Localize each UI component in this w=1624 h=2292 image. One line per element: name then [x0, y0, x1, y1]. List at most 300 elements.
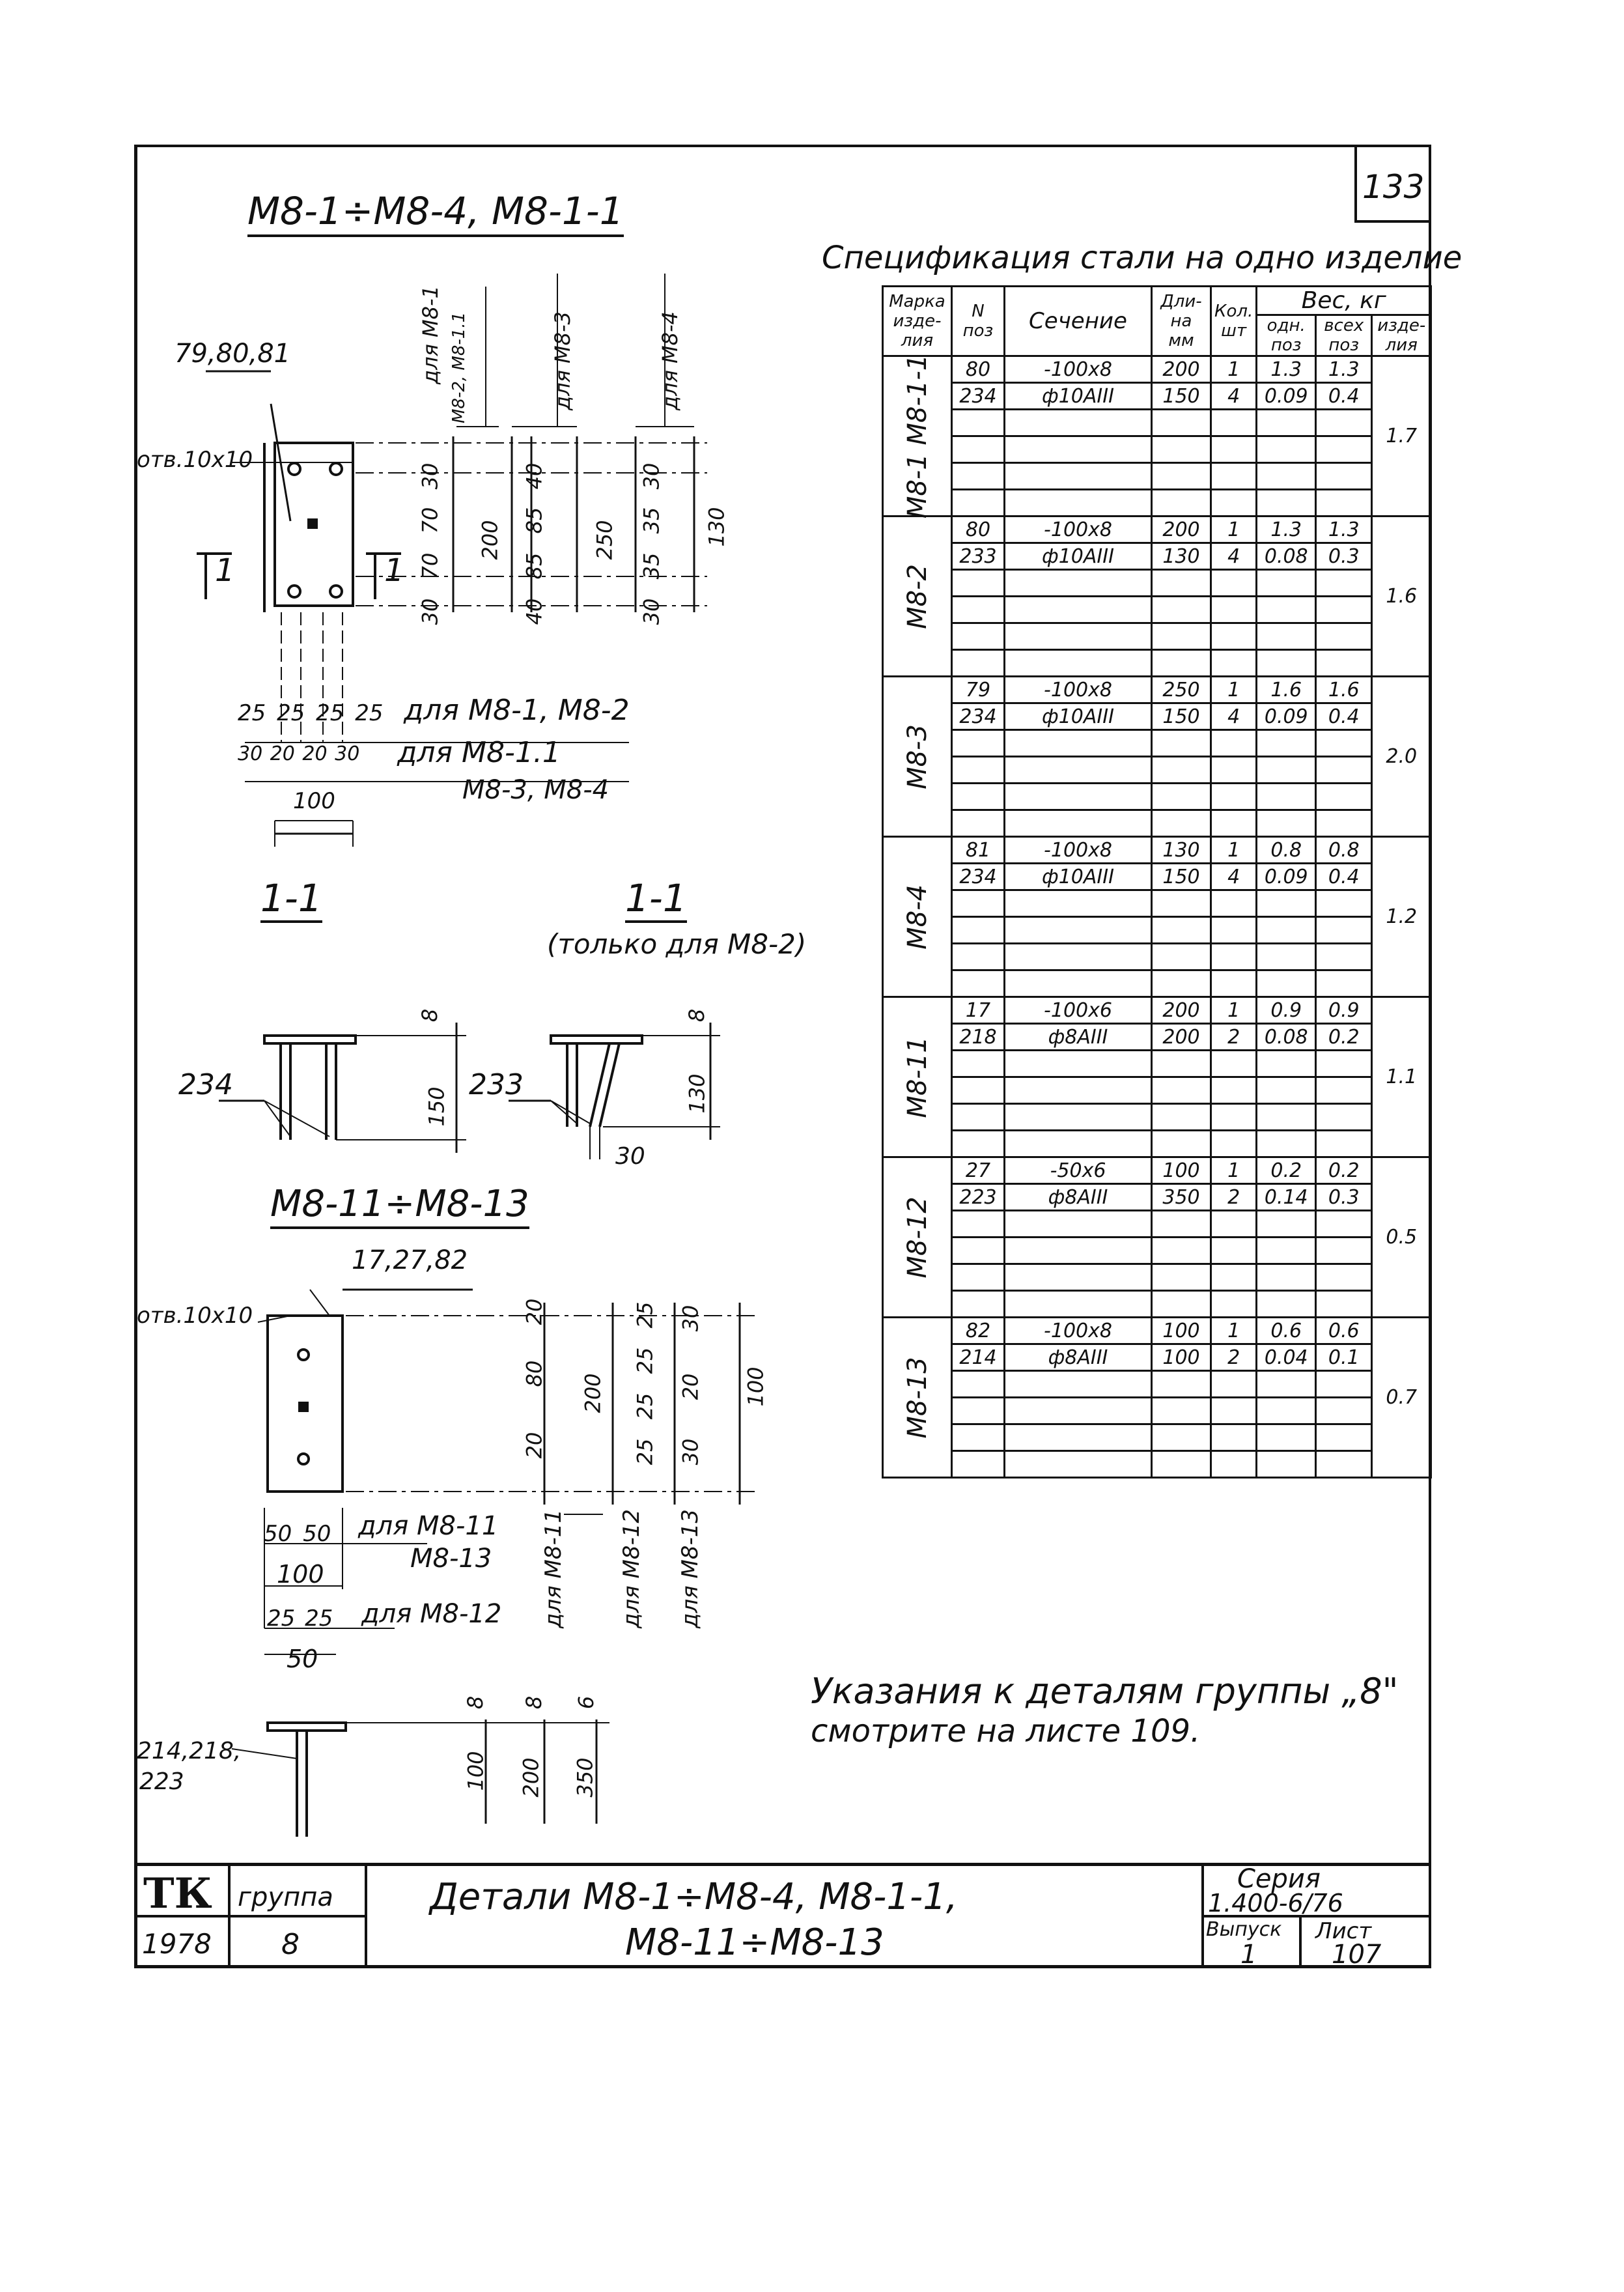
spec-cell-num: 218: [952, 1024, 1005, 1051]
width-row-2-label-b: M8-3, M8-4: [462, 775, 609, 805]
spec-cell-w-all: 1.6: [1316, 677, 1372, 703]
spec-cell-num: 234: [952, 703, 1005, 730]
spec-cell-section: [1005, 1264, 1152, 1291]
spec-cell-section: ф8АIII: [1005, 1024, 1152, 1051]
b-w2-total: 50: [287, 1645, 318, 1673]
spec-item-weight: 1.6: [1372, 516, 1431, 677]
spec-cell-section: [1005, 917, 1152, 944]
spec-cell-length: [1152, 1451, 1211, 1478]
spec-cell-section: ф8АIII: [1005, 1184, 1152, 1211]
spec-mark: M8-4: [902, 884, 932, 950]
hdr-qty: Кол. шт: [1211, 287, 1257, 356]
spec-mark-cell: [883, 677, 952, 837]
spec-cell-qty: [1211, 650, 1257, 677]
spec-cell-section: ф10АIII: [1005, 543, 1152, 570]
spec-row: [883, 650, 1431, 677]
spec-cell-length: 150: [1152, 703, 1211, 730]
b-w1-total: 100: [277, 1560, 324, 1589]
spec-cell-w-all: [1316, 623, 1372, 650]
spec-cell-section: ф10АIII: [1005, 864, 1152, 890]
spec-cell-qty: [1211, 1291, 1257, 1318]
spec-cell-section: [1005, 1424, 1152, 1451]
section-b-title: 1-1: [625, 876, 687, 923]
spec-cell-section: -100x8: [1005, 837, 1152, 864]
section-a-title: 1-1: [260, 876, 322, 923]
spec-cell-w-all: [1316, 1451, 1372, 1478]
spec-cell-qty: 1: [1211, 997, 1257, 1024]
spec-cell-section: -100x8: [1005, 356, 1152, 383]
spec-row: [883, 1211, 1431, 1238]
spec-cell-qty: [1211, 1264, 1257, 1291]
spec-item-weight: 1.2: [1372, 837, 1431, 997]
spec-cell-w-one: 0.09: [1257, 383, 1316, 410]
spec-cell-num: 80: [952, 516, 1005, 543]
spec-cell-qty: [1211, 944, 1257, 970]
spec-cell-length: [1152, 570, 1211, 597]
spec-cell-w-all: [1316, 1371, 1372, 1398]
b-w2: 25 25: [267, 1606, 333, 1632]
spec-cell-section: [1005, 890, 1152, 917]
spec-cell-num: [952, 810, 1005, 837]
spec-cell-length: 150: [1152, 864, 1211, 890]
spec-mark-cell: [883, 1157, 952, 1318]
spec-cell-section: [1005, 623, 1152, 650]
spec-row: [883, 864, 1431, 890]
spec-mark: M8-12: [902, 1196, 932, 1279]
note-line-1: Указания к деталям группы „8": [811, 1671, 1399, 1712]
spec-cell-w-all: 0.3: [1316, 543, 1372, 570]
spec-cell-num: 233: [952, 543, 1005, 570]
rods-bottom-callout: 214,218,: [137, 1738, 242, 1764]
spec-cell-qty: [1211, 490, 1257, 516]
spec-cell-qty: 1: [1211, 677, 1257, 703]
spec-cell-qty: 4: [1211, 864, 1257, 890]
spec-cell-w-all: [1316, 810, 1372, 837]
spec-cell-w-one: [1257, 1131, 1316, 1157]
spec-row: [883, 917, 1431, 944]
spec-cell-section: [1005, 570, 1152, 597]
spec-cell-w-one: 0.08: [1257, 543, 1316, 570]
spec-cell-length: [1152, 1371, 1211, 1398]
spec-cell-length: 150: [1152, 383, 1211, 410]
b-dim-c2: 200: [580, 1373, 606, 1413]
spec-row: [883, 730, 1431, 757]
spec-cell-length: 130: [1152, 543, 1211, 570]
spec-cell-length: [1152, 1264, 1211, 1291]
dim-c3-3: 40: [522, 598, 547, 625]
spec-cell-qty: [1211, 890, 1257, 917]
spec-cell-w-one: 0.04: [1257, 1344, 1316, 1371]
b-label-m812: для M8-12: [619, 1509, 645, 1628]
hdr-length: Дли-на мм: [1152, 287, 1211, 356]
spec-cell-w-one: [1257, 917, 1316, 944]
spec-cell-w-all: [1316, 970, 1372, 997]
spec-cell-section: [1005, 650, 1152, 677]
spec-cell-w-all: 0.4: [1316, 703, 1372, 730]
dim-label-m83: для M8-3: [550, 311, 575, 410]
spec-row: [883, 570, 1431, 597]
spec-cell-w-all: [1316, 1238, 1372, 1264]
spec-cell-w-one: [1257, 623, 1316, 650]
note-line-2: смотрите на листе 109.: [811, 1713, 1201, 1749]
spec-cell-length: [1152, 463, 1211, 490]
spec-row: [883, 677, 1431, 703]
spec-cell-w-all: 0.4: [1316, 864, 1372, 890]
spec-row: [883, 1424, 1431, 1451]
dim-label-m81: для M8-1: [418, 285, 443, 384]
spec-cell-num: [952, 1077, 1005, 1104]
spec-cell-num: [952, 1398, 1005, 1424]
hdr-num: N поз: [952, 287, 1005, 356]
spec-row: [883, 944, 1431, 970]
b-dim-c4-1: 20: [678, 1373, 703, 1400]
b-dim-c1-2: 20: [522, 1432, 547, 1459]
spec-cell-w-one: 1.6: [1257, 677, 1316, 703]
b-w1: 50 50: [264, 1521, 331, 1547]
spec-cell-w-one: [1257, 1264, 1316, 1291]
spec-cell-num: [952, 1238, 1005, 1264]
spec-row: [883, 490, 1431, 516]
spec-cell-length: 100: [1152, 1157, 1211, 1184]
spec-cell-w-all: [1316, 730, 1372, 757]
spec-cell-w-all: [1316, 757, 1372, 784]
spec-cell-length: [1152, 597, 1211, 623]
spec-cell-qty: [1211, 1211, 1257, 1238]
spec-cell-length: [1152, 623, 1211, 650]
spec-cell-section: [1005, 490, 1152, 516]
spec-cell-length: [1152, 436, 1211, 463]
spec-cell-w-one: 0.14: [1257, 1184, 1316, 1211]
spec-cell-section: [1005, 757, 1152, 784]
spec-row: [883, 890, 1431, 917]
spec-cell-section: ф8АIII: [1005, 1344, 1152, 1371]
spec-cell-w-one: [1257, 1211, 1316, 1238]
dim-c1-3: 30: [417, 598, 443, 625]
spec-cell-num: [952, 623, 1005, 650]
spec-cell-w-one: [1257, 890, 1316, 917]
tb-group-label: группа: [238, 1882, 333, 1912]
spec-cell-w-all: [1316, 1077, 1372, 1104]
spec-cell-w-all: 0.1: [1316, 1344, 1372, 1371]
width-row-1-label: для M8-1, M8-2: [404, 694, 630, 727]
spec-cell-section: -100x6: [1005, 997, 1152, 1024]
spec-cell-qty: 2: [1211, 1344, 1257, 1371]
spec-cell-w-all: [1316, 410, 1372, 436]
spec-cell-w-one: [1257, 410, 1316, 436]
spec-row: [883, 1451, 1431, 1478]
hdr-section: Сечение: [1005, 287, 1152, 356]
spec-cell-qty: 1: [1211, 1157, 1257, 1184]
spec-cell-qty: [1211, 730, 1257, 757]
spec-cell-w-one: [1257, 436, 1316, 463]
spec-item-weight: 1.1: [1372, 997, 1431, 1157]
spec-mark: M8-2: [902, 563, 932, 629]
spec-cell-num: [952, 890, 1005, 917]
spec-cell-w-all: [1316, 490, 1372, 516]
spec-row: [883, 837, 1431, 864]
spec-cell-qty: [1211, 1424, 1257, 1451]
spec-cell-qty: 4: [1211, 383, 1257, 410]
width-row-1: 25 25 25 25: [238, 700, 384, 726]
dim-c3-2: 85: [522, 552, 547, 580]
spec-table: [882, 285, 1432, 1478]
spec-cell-section: [1005, 1051, 1152, 1077]
spec-cell-num: [952, 490, 1005, 516]
sec-b-thk: 8: [684, 1008, 710, 1023]
spec-cell-qty: 2: [1211, 1184, 1257, 1211]
spec-cell-w-one: 0.08: [1257, 1024, 1316, 1051]
spec-cell-section: -50x6: [1005, 1157, 1152, 1184]
dim-c1-1: 70: [417, 507, 443, 534]
spec-row: [883, 436, 1431, 463]
spec-cell-num: [952, 917, 1005, 944]
rods-bottom-callout-2: 223: [139, 1768, 184, 1795]
spec-cell-qty: 2: [1211, 1024, 1257, 1051]
spec-cell-qty: [1211, 1051, 1257, 1077]
spec-cell-w-all: 0.3: [1316, 1184, 1372, 1211]
dim-c6: 130: [704, 507, 729, 547]
spec-cell-num: [952, 1264, 1005, 1291]
b-dim-c3-0: 25: [632, 1301, 658, 1329]
spec-row: [883, 1318, 1431, 1344]
spec-cell-w-all: [1316, 890, 1372, 917]
tb-sheet-value: 107: [1332, 1940, 1382, 1970]
spec-cell-w-one: [1257, 784, 1316, 810]
spec-cell-w-all: [1316, 463, 1372, 490]
spec-cell-w-one: [1257, 1371, 1316, 1398]
spec-cell-w-all: 0.4: [1316, 383, 1372, 410]
spec-row: [883, 1077, 1431, 1104]
width-row-2-label: для M8-1.1: [397, 736, 561, 769]
spec-row: [883, 356, 1431, 383]
spec-row: [883, 1264, 1431, 1291]
spec-cell-w-one: [1257, 570, 1316, 597]
section-b-note: (только для M8-2): [547, 928, 807, 960]
hdr-weight: Вес, кг: [1257, 287, 1431, 315]
width-total: 100: [293, 788, 335, 814]
spec-body: [883, 356, 1431, 1478]
spec-row: [883, 703, 1431, 730]
spec-row: [883, 784, 1431, 810]
dim-c1-2: 70: [417, 552, 443, 580]
spec-cell-w-one: [1257, 970, 1316, 997]
spec-mark-cell: [883, 356, 952, 516]
spec-cell-num: [952, 1211, 1005, 1238]
spec-cell-qty: [1211, 1451, 1257, 1478]
spec-cell-section: [1005, 1238, 1152, 1264]
spec-cell-length: [1152, 650, 1211, 677]
spec-cell-section: ф10АIII: [1005, 383, 1152, 410]
spec-cell-w-all: [1316, 1131, 1372, 1157]
dim-c3-0: 40: [522, 462, 547, 490]
spec-cell-qty: [1211, 570, 1257, 597]
spec-cell-qty: [1211, 1077, 1257, 1104]
sec-a-height: 150: [424, 1086, 449, 1127]
spec-cell-section: [1005, 1131, 1152, 1157]
spec-cell-length: [1152, 757, 1211, 784]
spec-mark-cell: [883, 1318, 952, 1478]
spec-cell-length: [1152, 730, 1211, 757]
spec-cell-length: [1152, 944, 1211, 970]
drawing-title-top: M8-1÷M8-4, M8-1-1: [247, 189, 624, 237]
b-label-m811: для M8-11: [540, 1509, 567, 1628]
drawing-title-bottom: M8-11÷M8-13: [270, 1183, 529, 1229]
spec-cell-section: [1005, 410, 1152, 436]
spec-cell-num: [952, 1451, 1005, 1478]
spec-row: [883, 463, 1431, 490]
spec-cell-w-one: 0.09: [1257, 703, 1316, 730]
spec-row: [883, 623, 1431, 650]
b-w2-label: для M8-12: [361, 1599, 502, 1629]
spec-cell-w-all: [1316, 1264, 1372, 1291]
offset-30: 30: [615, 1143, 645, 1170]
spec-cell-num: 234: [952, 864, 1005, 890]
spec-cell-w-one: [1257, 1424, 1316, 1451]
b-label-m813: для M8-13: [677, 1509, 703, 1628]
spec-row: [883, 383, 1431, 410]
rod-h2: 200: [518, 1757, 544, 1798]
spec-cell-length: 250: [1152, 677, 1211, 703]
spec-cell-w-one: [1257, 650, 1316, 677]
spec-row: [883, 597, 1431, 623]
spec-cell-section: -100x8: [1005, 677, 1152, 703]
spec-cell-length: 130: [1152, 837, 1211, 864]
rod-t3: 6: [574, 1695, 599, 1710]
spec-cell-num: 81: [952, 837, 1005, 864]
spec-cell-w-one: [1257, 490, 1316, 516]
spec-item-weight: 0.7: [1372, 1318, 1431, 1478]
spec-cell-num: 214: [952, 1344, 1005, 1371]
spec-title: Спецификация стали на одно изделие: [822, 240, 1463, 276]
spec-mark: M8-11: [902, 1036, 932, 1118]
spec-cell-w-all: 1.3: [1316, 516, 1372, 543]
spec-cell-qty: [1211, 1398, 1257, 1424]
spec-cell-num: 80: [952, 356, 1005, 383]
spec-cell-w-one: [1257, 1077, 1316, 1104]
rod-234-callout: 234: [178, 1068, 233, 1101]
spec-row: [883, 757, 1431, 784]
spec-mark: M8-1 M8-1-1: [902, 354, 932, 518]
spec-cell-qty: [1211, 463, 1257, 490]
spec-mark-cell: [883, 837, 952, 997]
spec-cell-w-all: [1316, 1051, 1372, 1077]
spec-item-weight: 0.5: [1372, 1157, 1431, 1318]
tb-title-2: M8-11÷M8-13: [625, 1921, 884, 1964]
spec-row: [883, 1131, 1431, 1157]
spec-cell-length: 100: [1152, 1344, 1211, 1371]
spec-cell-w-all: [1316, 650, 1372, 677]
tb-year: 1978: [142, 1928, 212, 1960]
spec-cell-section: [1005, 944, 1152, 970]
spec-cell-w-one: [1257, 730, 1316, 757]
spec-cell-num: [952, 597, 1005, 623]
spec-cell-num: 17: [952, 997, 1005, 1024]
spec-cell-length: [1152, 970, 1211, 997]
dim-label-m81-2: M8-2, M8-1.1: [449, 311, 469, 423]
tb-series-value: 1.400-6/76: [1208, 1889, 1343, 1917]
b-dim-c5: 100: [743, 1366, 768, 1407]
spec-cell-w-one: 1.3: [1257, 356, 1316, 383]
spec-cell-num: 79: [952, 677, 1005, 703]
b-dim-c3-1: 25: [632, 1347, 658, 1374]
top-hole-label: отв.10x10: [137, 447, 253, 473]
spec-cell-length: [1152, 1291, 1211, 1318]
spec-cell-length: [1152, 1398, 1211, 1424]
spec-cell-qty: [1211, 917, 1257, 944]
rod-t2: 8: [522, 1695, 547, 1710]
spec-row: [883, 810, 1431, 837]
spec-cell-w-one: 0.8: [1257, 837, 1316, 864]
spec-cell-qty: [1211, 1371, 1257, 1398]
spec-row: [883, 1157, 1431, 1184]
spec-row: [883, 516, 1431, 543]
tb-sheet-label: Лист: [1315, 1918, 1372, 1944]
spec-cell-qty: [1211, 1131, 1257, 1157]
b-dim-c1-0: 20: [522, 1298, 547, 1325]
bottom-part-marks: 17,27,82: [352, 1245, 468, 1275]
spec-cell-length: [1152, 1211, 1211, 1238]
spec-cell-length: [1152, 784, 1211, 810]
spec-cell-qty: 1: [1211, 837, 1257, 864]
spec-cell-length: [1152, 1104, 1211, 1131]
dim-label-m84: для M8-4: [658, 311, 682, 410]
sheet-number: 133: [1362, 168, 1425, 206]
spec-mark: M8-3: [902, 724, 932, 789]
hdr-w-all: всех поз: [1316, 315, 1372, 356]
dim-c2: 200: [477, 520, 503, 560]
sec-b-height: 130: [684, 1073, 710, 1114]
spec-cell-length: [1152, 810, 1211, 837]
spec-cell-w-one: [1257, 1451, 1316, 1478]
spec-cell-w-all: [1316, 436, 1372, 463]
sec-a-thk: 8: [417, 1008, 443, 1023]
spec-cell-length: [1152, 1131, 1211, 1157]
bottom-hole-label: отв.10x10: [137, 1303, 253, 1329]
spec-cell-w-all: 0.8: [1316, 837, 1372, 864]
spec-cell-section: [1005, 1451, 1152, 1478]
rod-233-callout: 233: [469, 1068, 524, 1101]
spec-cell-w-all: 0.9: [1316, 997, 1372, 1024]
tb-group-value: 8: [281, 1928, 300, 1961]
spec-cell-num: [952, 944, 1005, 970]
spec-cell-section: [1005, 810, 1152, 837]
spec-row: [883, 1371, 1431, 1398]
spec-cell-w-all: 1.3: [1316, 356, 1372, 383]
spec-cell-w-one: [1257, 597, 1316, 623]
spec-cell-w-one: [1257, 810, 1316, 837]
spec-cell-length: 200: [1152, 516, 1211, 543]
spec-row: [883, 1051, 1431, 1077]
spec-cell-qty: 4: [1211, 703, 1257, 730]
tb-series-label: Серия: [1237, 1864, 1321, 1894]
spec-row: [883, 1344, 1431, 1371]
spec-cell-section: [1005, 1211, 1152, 1238]
spec-cell-w-one: [1257, 1238, 1316, 1264]
spec-cell-section: [1005, 597, 1152, 623]
hdr-mark: Марка изде-лия: [883, 287, 952, 356]
spec-cell-qty: [1211, 623, 1257, 650]
b-dim-c4-2: 30: [678, 1438, 703, 1465]
spec-cell-w-one: 0.09: [1257, 864, 1316, 890]
spec-cell-qty: [1211, 1104, 1257, 1131]
hdr-w-item: изде-лия: [1372, 315, 1431, 356]
spec-cell-section: [1005, 730, 1152, 757]
dim-c5-2: 35: [639, 552, 664, 580]
spec-cell-num: 27: [952, 1157, 1005, 1184]
spec-mark-cell: [883, 997, 952, 1157]
spec-cell-length: [1152, 1077, 1211, 1104]
spec-cell-w-all: [1316, 570, 1372, 597]
